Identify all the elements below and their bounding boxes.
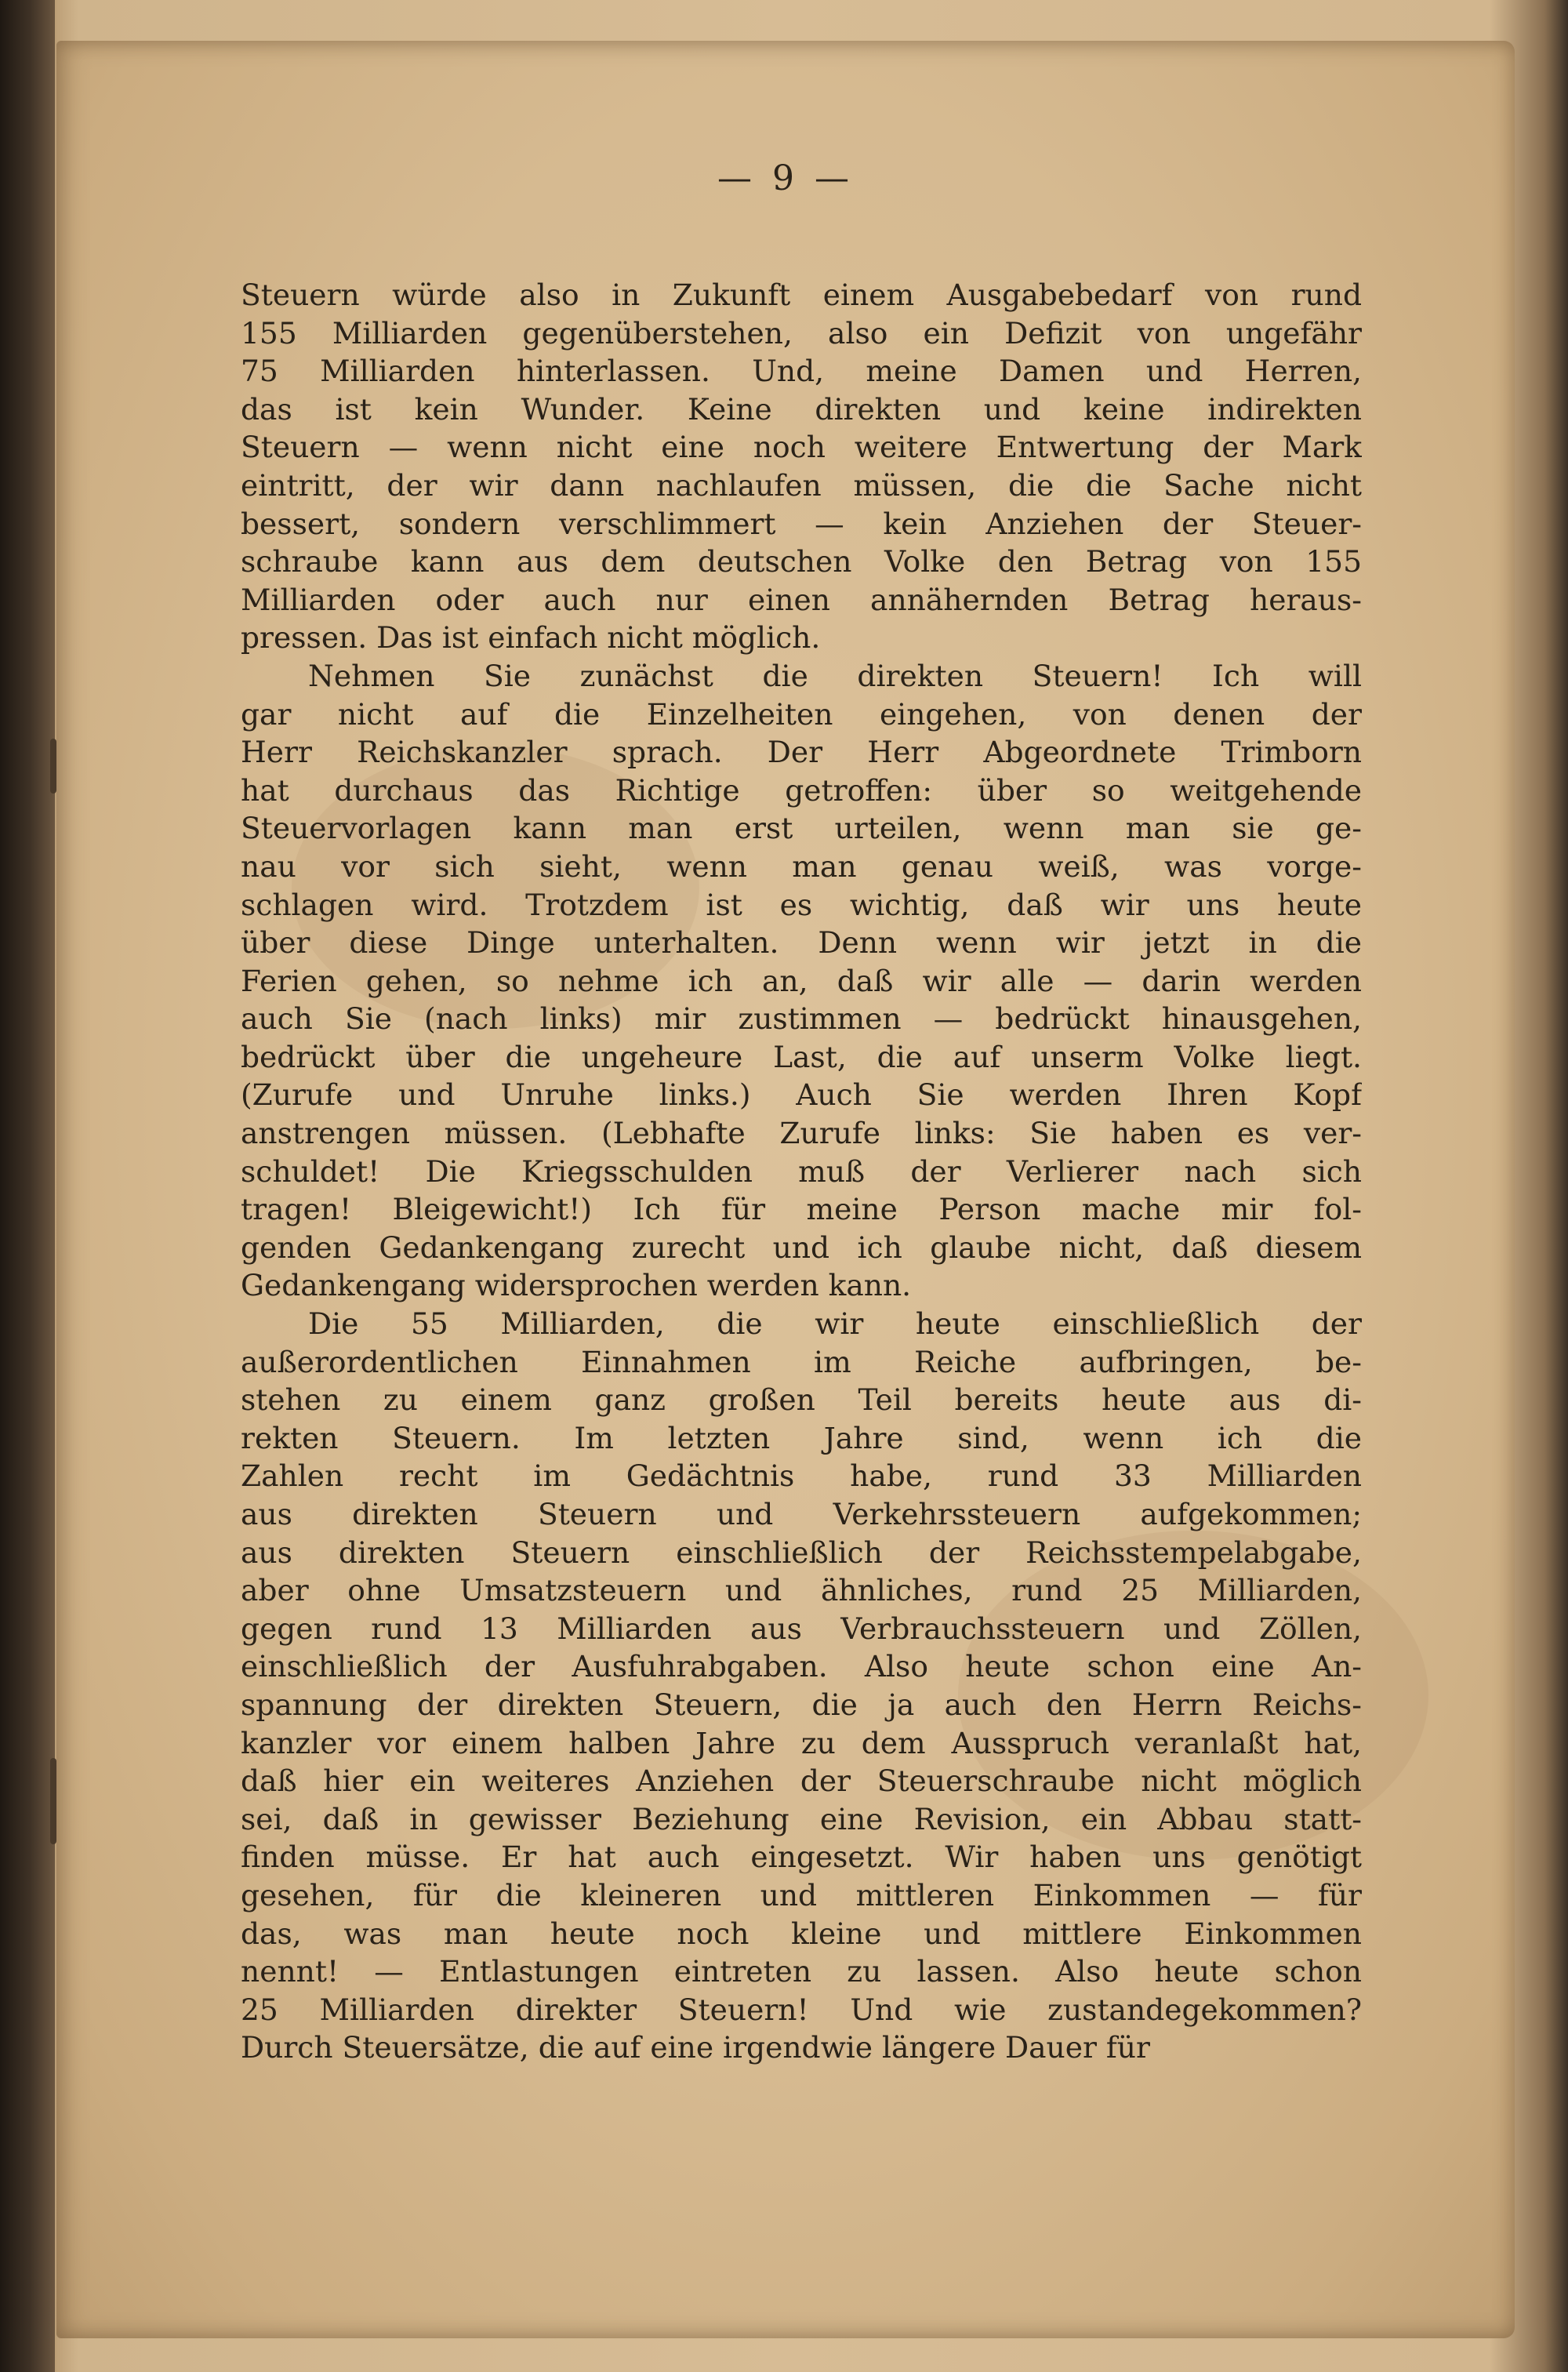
- text-line: sei, daß in gewisser Beziehung eine Revision, ein Abbau statt-: [241, 1801, 1362, 1836]
- text-line: Durch Steuersätze, die auf eine irgendwie längere Dauer für: [241, 2030, 1150, 2065]
- text-line: hat durchaus das Richtige getroffen: über so weitgehende: [241, 772, 1362, 808]
- text-line: bessert, sondern verschlimmert — kein Anziehen der Steuer-: [241, 506, 1362, 541]
- text-line: gar nicht auf die Einzelheiten eingehen, von denen der: [241, 696, 1362, 732]
- text-line: schlagen wird. Trotzdem ist es wichtig, daß wir uns heute: [241, 887, 1362, 922]
- text-line: über diese Dinge unterhalten. Denn wenn wir jetzt in die: [241, 925, 1362, 961]
- text-line: daß hier ein weiteres Anziehen der Steuerschraube nicht möglich: [241, 1764, 1362, 1799]
- text-line: Steuervorlagen kann man erst urteilen, wenn man sie ge-: [241, 811, 1362, 846]
- text-line: Die 55 Milliarden, die wir heute einschließlich der: [308, 1306, 1362, 1342]
- text-line: das, was man heute noch kleine und mittlere Einkommen: [241, 1916, 1362, 1951]
- book-binding-edge: [0, 0, 55, 2372]
- text-line: Steuern — wenn nicht eine noch weitere Entwertung der Mark: [241, 430, 1362, 465]
- text-line: gegen rund 13 Milliarden aus Verbrauchssteuern und Zöllen,: [241, 1611, 1362, 1646]
- book-page: [56, 41, 1515, 2338]
- text-line: Herr Reichskanzler sprach. Der Herr Abgeordnete Trimborn: [241, 735, 1362, 770]
- text-line: Nehmen Sie zunächst die direkten Steuern! Ich will: [308, 658, 1362, 693]
- text-line: rekten Steuern. Im letzten Jahre sind, wenn ich die: [241, 1420, 1362, 1455]
- text-line: 155 Milliarden gegenüberstehen, also ein Defizit von ungefähr: [241, 315, 1362, 351]
- text-line: finden müsse. Er hat auch eingesetzt. Wir haben uns genötigt: [241, 1840, 1362, 1875]
- text-line: schraube kann aus dem deutschen Volke den Betrag von 155: [241, 544, 1362, 579]
- text-line: aus direkten Steuern und Verkehrssteuern aufgekommen;: [241, 1497, 1362, 1531]
- text-line: tragen! Bleigewicht!) Ich für meine Person mache mir fol-: [241, 1192, 1362, 1227]
- text-line: einschließlich der Ausfuhrabgaben. Also heute schon eine An-: [241, 1649, 1362, 1684]
- text-line: Steuern würde also in Zukunft einem Ausgabebedarf von rund: [241, 278, 1362, 312]
- text-line: Milliarden oder auch nur einen annähernden Betrag heraus-: [241, 582, 1362, 617]
- text-line: Ferien gehen, so nehme ich an, daß wir alle — darin werden: [241, 963, 1362, 998]
- text-line: spannung der direkten Steuern, die ja auch den Herrn Reichs-: [241, 1687, 1362, 1722]
- text-line: bedrückt über die ungeheure Last, die auf unserm Volke liegt.: [241, 1039, 1362, 1074]
- text-line: 25 Milliarden direkter Steuern! Und wie zustandegekommen?: [241, 1992, 1362, 2027]
- binding-thread-mark: [50, 1758, 56, 1844]
- text-line: außerordentlichen Einnahmen im Reiche aufbringen, be-: [241, 1344, 1362, 1379]
- text-line: das ist kein Wunder. Keine direkten und keine indirekten: [241, 391, 1362, 427]
- text-line: genden Gedankengang zurecht und ich glaube nicht, daß diesem: [241, 1230, 1362, 1265]
- text-line: (Zurufe und Unruhe links.) Auch Sie werden Ihren Kopf: [241, 1077, 1362, 1113]
- paragraph: [241, 657, 1362, 1305]
- text-line: eintritt, der wir dann nachlaufen müssen, die die Sache nicht: [241, 467, 1362, 503]
- paragraph: [241, 276, 1362, 657]
- text-line: anstrengen müssen. (Lebhafte Zurufe links: Sie haben es ver-: [241, 1116, 1362, 1151]
- text-line: gesehen, für die kleineren und mittleren Einkommen — für: [241, 1877, 1362, 1912]
- body-text: [241, 276, 1362, 2067]
- text-line: Gedankengang widersprochen werden kann.: [241, 1268, 912, 1303]
- text-line: nennt! — Entlastungen eintreten zu lassen. Also heute schon: [241, 1954, 1362, 1989]
- text-line: stehen zu einem ganz großen Teil bereits heute aus di-: [241, 1382, 1362, 1418]
- text-line: nau vor sich sieht, wenn man genau weiß, was vorge-: [241, 848, 1362, 884]
- page-number: — 9 —: [717, 158, 854, 198]
- text-line: Zahlen recht im Gedächtnis habe, rund 33 Milliarden: [241, 1458, 1362, 1494]
- text-line: schuldet! Die Kriegsschulden muß der Verlierer nach sich: [241, 1153, 1362, 1189]
- text-line: auch Sie (nach links) mir zustimmen — bedrückt hinausgehen,: [241, 1001, 1362, 1037]
- text-line: aus direkten Steuern einschließlich der Reichsstempelabgabe,: [241, 1535, 1362, 1570]
- paragraph: [241, 1305, 1362, 2067]
- text-line: pressen. Das ist einfach nicht möglich.: [241, 620, 821, 656]
- text-line: kanzler vor einem halben Jahre zu dem Ausspruch veranlaßt hat,: [241, 1725, 1362, 1760]
- text-line: aber ohne Umsatzsteuern und ähnliches, rund 25 Milliarden,: [241, 1573, 1362, 1608]
- binding-thread-mark: [50, 739, 56, 794]
- text-line: 75 Milliarden hinterlassen. Und, meine Damen und Herren,: [241, 354, 1362, 389]
